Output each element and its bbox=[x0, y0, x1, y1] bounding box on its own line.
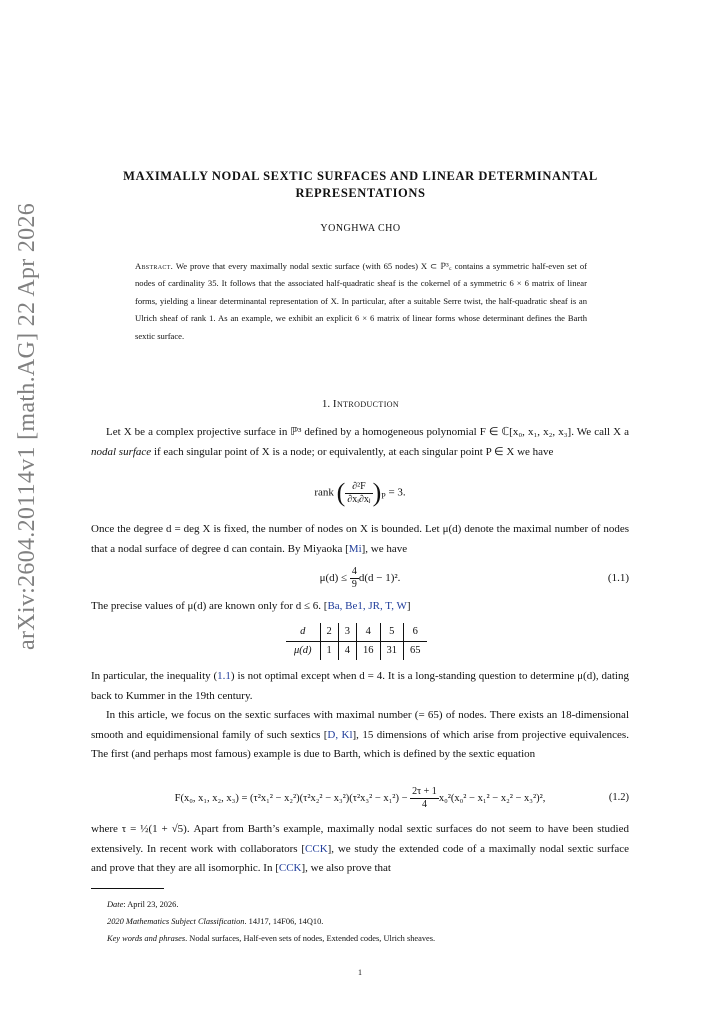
equation-number: (1.1) bbox=[607, 572, 629, 584]
table-cell: 16 bbox=[357, 642, 381, 661]
paragraph-5 bbox=[91, 706, 629, 765]
text-run: Once the degree d = deg X is fixed, the number of nodes on X is bounded. Let μ(d) denote the maximal number of nodes that a nodal surface of degree d can contain. By Miyaoka [ bbox=[91, 523, 629, 555]
citation-link[interactable]: Mi bbox=[348, 542, 362, 555]
defined-term: nodal surface bbox=[91, 445, 152, 458]
abstract-text: We prove that every maximally nodal sextic surface (with 65 nodes) X ⊂ ℙ³꜀ contains a symmetric half-even set of nodes of cardinality 35. It follows that the associated half-quadratic sheaf is the cokernel of a symmetric 6 × 6 matrix of linear forms, yielding a linear determinantal representation of X. In particular, after a suitable Serre twist, the half-quadratic sheaf is an Ulrich sheaf of rank 1. As an example, we exhibit an explicit 6 × 6 matrix of linear forms whose determinant defines the Barth sextic surface. bbox=[135, 261, 587, 341]
table-row-mu bbox=[286, 642, 427, 661]
title-line-1: MAXIMALLY NODAL SEXTIC SURFACES AND LINEAR DETERMINANTAL bbox=[123, 169, 598, 183]
page-number: 1 bbox=[358, 968, 362, 977]
footnote-label: Date bbox=[107, 900, 124, 909]
paragraph-2 bbox=[91, 520, 629, 559]
table-cell: 5 bbox=[380, 623, 404, 642]
text-run: ) is not optimal except when d = 4. It is a long-standing question to determine μ(d), dating back to Kummer in the 19th century. bbox=[91, 670, 629, 702]
eq-rhs: x₀²(x₀² − x₁² − x₂² − x₃²)², bbox=[438, 792, 546, 804]
fraction-denominator: ∂xᵢ∂xⱼ bbox=[347, 493, 371, 505]
table-header-d: d bbox=[286, 623, 320, 642]
right-paren: ) bbox=[372, 478, 382, 507]
citation-link[interactable]: CCK bbox=[305, 842, 328, 855]
table-cell: 2 bbox=[320, 623, 338, 642]
table-cell: 65 bbox=[410, 645, 421, 656]
footnote-date bbox=[107, 896, 627, 913]
rank-equation bbox=[91, 480, 629, 506]
abstract-label: Abstract. bbox=[135, 261, 174, 271]
section-number: 1. bbox=[321, 398, 331, 410]
text-run: ], 15 dimensions of which arise from projective equivalences. The first (and perhaps most famous) example is due to Barth, which is defined by the sextic equation bbox=[91, 728, 629, 760]
rank-rhs: = 3. bbox=[385, 486, 406, 499]
equation-number: (1.2) bbox=[608, 792, 629, 803]
fraction-numerator: ∂²F bbox=[345, 481, 372, 494]
paper-title bbox=[90, 168, 631, 202]
text-run: Let X be a complex projective surface in ℙ³ defined by a homogeneous polynomial F ∈ ℂ[x₀, x₁, x₂, x₃]. We call X a bbox=[106, 426, 629, 438]
table-cell: 31 bbox=[380, 642, 404, 661]
equation-ref-link[interactable]: 1.1 bbox=[217, 670, 231, 682]
citation-links[interactable]: D, Kl bbox=[327, 728, 353, 741]
equation-1-2 bbox=[91, 786, 629, 811]
footnote-text: . 14J17, 14F06, 14Q10. bbox=[244, 917, 324, 926]
title-line-2: REPRESENTATIONS bbox=[295, 186, 426, 200]
text-run: if each singular point of X is a node; or equivalently, at each singular point P ∈ X we have bbox=[151, 445, 554, 458]
fraction-denominator: 4 bbox=[421, 799, 427, 810]
eq-lhs: μ(d) ≤ bbox=[319, 572, 350, 585]
table-row-degree bbox=[286, 623, 427, 642]
author: YONGHWA CHO bbox=[320, 223, 401, 234]
footnote-label: Key words and phrases bbox=[107, 934, 186, 943]
text-run: ], we study the extended code of a maximally nodal sextic surface and prove that they are all isomorphic. In [ bbox=[91, 842, 629, 874]
table-cell: 6 bbox=[404, 623, 427, 642]
citation-link[interactable]: CCK bbox=[278, 862, 302, 874]
eq-rhs: d(d − 1)². bbox=[358, 572, 401, 585]
text-run: The precise values of μ(d) are known only for d ≤ 6. [ bbox=[91, 600, 328, 612]
left-paren: ( bbox=[336, 478, 346, 507]
text-run: ], we also prove that bbox=[301, 862, 391, 874]
rank-operator: rank bbox=[314, 486, 334, 499]
paragraph-6 bbox=[91, 820, 629, 879]
eq-fraction bbox=[410, 786, 439, 811]
footnote-label: 2020 Mathematics Subject Classification bbox=[107, 917, 245, 926]
text-run: ], we have bbox=[361, 542, 408, 555]
table-header-mu: μ(d) bbox=[286, 642, 320, 661]
fraction-numerator: 4 bbox=[351, 566, 357, 577]
table-cell: 1 bbox=[320, 642, 338, 661]
paragraph-4 bbox=[91, 667, 629, 706]
footnote-text: : April 23, 2026. bbox=[123, 900, 179, 909]
paragraph-1 bbox=[91, 423, 629, 462]
text-run: In particular, the inequality ( bbox=[91, 670, 218, 682]
section-title: Introduction bbox=[332, 398, 400, 410]
text-run: ] bbox=[406, 600, 411, 612]
table-cell: 4 bbox=[338, 642, 356, 661]
subscript-p: P bbox=[381, 491, 386, 501]
footnote-text: . Nodal surfaces, Half-even sets of nodes, Extended codes, Ulrich sheaves. bbox=[185, 934, 436, 943]
footnote-keywords bbox=[107, 930, 627, 947]
abstract bbox=[135, 258, 587, 345]
table-cell: 4 bbox=[357, 623, 381, 642]
eq-lhs: F(x₀, x₁, x₂, x₃) = (τ²x₁² − x₂²)(τ²x₂² − x₃²)(τ²x₃² − x₁²) − bbox=[174, 792, 411, 804]
footnotes bbox=[107, 896, 627, 947]
fraction-numerator: 2τ + 1 bbox=[412, 786, 437, 797]
footnote-divider bbox=[91, 888, 164, 889]
eq-fraction bbox=[350, 566, 359, 591]
paragraph-3 bbox=[91, 597, 629, 617]
text-run: In this article, we focus on the sextic surfaces with maximal number (= 65) of nodes. There exists an 18-dimensional smooth and equidimensional family of such sextics [ bbox=[91, 709, 629, 741]
footnote-msc bbox=[107, 913, 627, 930]
nodes-table bbox=[286, 623, 427, 660]
arxiv-stamp[interactable]: arXiv:2604.20114v1 [math.AG] 22 Apr 2026 bbox=[14, 202, 40, 650]
text-run: where τ = ½(1 + √5). Apart from Barth’s example, maximally nodal sextic surfaces do not seem to have been studied extensively. In recent work with collaborators [ bbox=[91, 823, 629, 855]
equation-1-1 bbox=[91, 566, 629, 591]
section-heading bbox=[90, 398, 631, 410]
citation-links[interactable]: Ba, Be1, JR, T, W bbox=[327, 600, 407, 612]
partial-derivative-fraction bbox=[345, 481, 372, 506]
table-cell: 3 bbox=[338, 623, 356, 642]
fraction-denominator: 9 bbox=[351, 579, 357, 590]
